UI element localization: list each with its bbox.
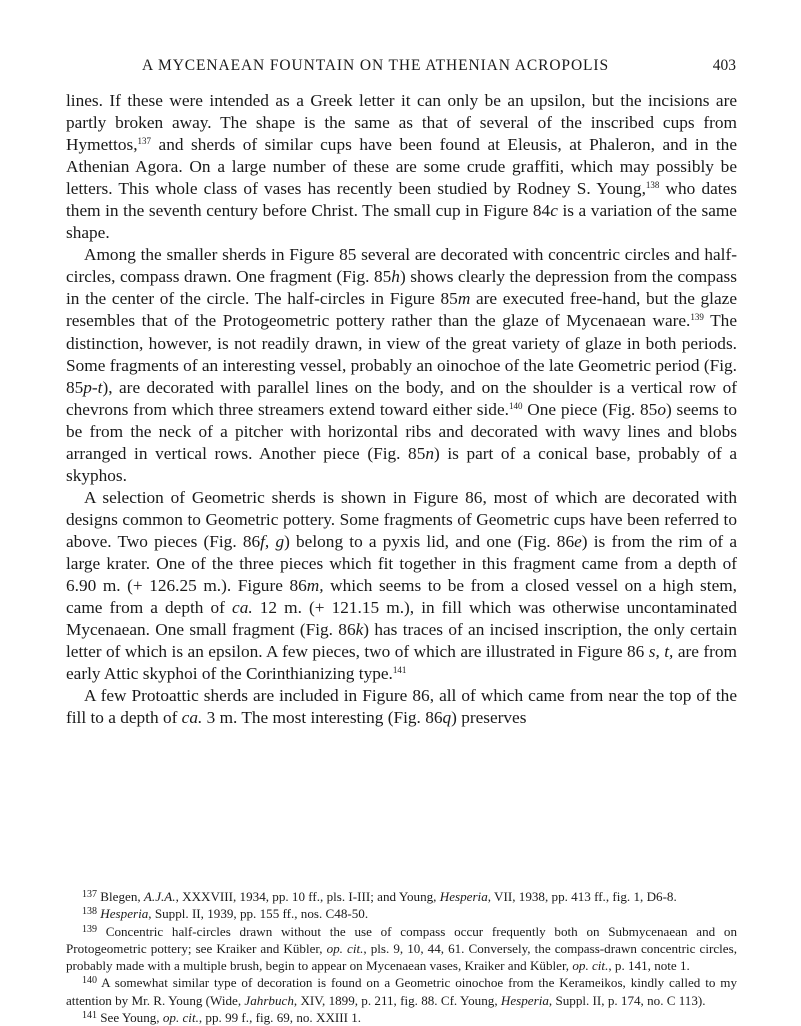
italic-run: h: [391, 267, 400, 287]
text-run: ) seems to be from the neck of a pitcher with horizontal ribs and decorated with wavy lines and blobs arranged in vertical rows. Another piece (Fig. 85: [66, 399, 737, 463]
text-run: , Suppl. II, p. 174, no. C 113).: [548, 992, 706, 1008]
footnote-ref-141: 141: [392, 665, 407, 676]
text-run: 3 m. The most interesting (Fig. 86: [202, 708, 443, 728]
italic-run: n: [425, 443, 434, 463]
text-run: ) has traces of an incised inscription, the only certain letter of which is an epsilon. A few pieces, two of which are illustrated in Figure 86: [66, 620, 737, 662]
footnote-138: [66, 905, 737, 922]
text-run: Concentric half-circles drawn without the use of compass occur frequently both on Submycenaean and on Protogeometric pottery; see Kraiker and Kübler,: [66, 923, 737, 956]
italic-run: ca.: [232, 598, 253, 618]
italic-run: k: [355, 620, 364, 640]
text-run: , XIV, 1899, p. 211, fig. 88. Cf. Young,: [293, 992, 501, 1008]
italic-run: s, t,: [648, 642, 674, 662]
text-run: ), are decorated with parallel lines on the body, and on the shoulder is a vertical row of chevrons from which three streamers extend toward either side.: [66, 377, 737, 419]
text-run: A selection of Geometric sherds is shown in Figure 86, most of which are decorated with designs common to Geometric pottery. Some fragments of Geometric cups have been referred to above. Two pieces (Fig. 86: [66, 487, 737, 551]
text-run: are executed free-hand, but the glaze resembles that of the Protogeometric pottery rather than the glaze of Mycenaean ware.: [66, 289, 737, 331]
footnote-ref-137: 137: [137, 136, 152, 147]
text-run: , p. 141, note 1.: [608, 958, 690, 974]
text-run: A somewhat similar type of decoration is found on a Geometric oinochoe from the Kerameikos, kindly called to my attention by Mr. R. Young (Wide,: [66, 975, 737, 1008]
text-run: ) shows clearly the depression from the compass in the center of the circle. The half-circles in Figure 85: [66, 267, 737, 309]
text-run: , VII, 1938, pp. 413 ff., fig. 1, D6-8.: [487, 889, 677, 904]
text-run: , pls. 9, 10, 44, 61. Conversely, the compass-drawn concentric circles, probably made with a multiple brush, begin to appear on Mycenaean vases, Kraiker and Kübler,: [66, 940, 737, 974]
text-run: 12 m. (+ 121.15 m.), in fill which was otherwise uncontaminated Mycenaean. One small fragment (Fig. 86: [66, 598, 737, 640]
text-run: ) belong to a pyxis lid, and one (Fig. 86: [284, 531, 575, 551]
italic-run: Hesperia: [439, 889, 488, 904]
text-run: See Young,: [97, 1010, 163, 1026]
footnote-ref-139: 139: [690, 312, 704, 323]
footnote-140: [66, 974, 737, 1009]
italic-run: op. cit.: [572, 958, 609, 974]
text-run: The distinction, however, is not readily drawn, in view of the great variety of glaze in both periods. Some fragments of an interesting vessel, probably an oinochoe of the late Geometric period (Fig. 85: [66, 311, 737, 397]
footnote-ref-140: 140: [508, 400, 523, 411]
italic-run: Hesperia: [500, 992, 549, 1008]
text-run: , XXXVIII, 1934, pp. 10 ff., pls. I-III; and Young,: [175, 889, 440, 904]
text-run: and sherds of similar cups have been found at Eleusis, at Phaleron, and in the Athenian Agora. On a large number of these are some crude graffiti, which may possibly be letters. This whole class of vases has recently been studied by Rodney S. Young,: [66, 135, 737, 199]
footnote-number: 138: [82, 906, 97, 918]
italic-run: Hesperia: [100, 906, 149, 922]
italic-run: ca.: [181, 708, 203, 728]
paragraph-3: [66, 487, 737, 685]
text-run: A few Protoattic sherds are included in Figure 86, all of which came from near the top of the fill to a depth of: [66, 686, 737, 728]
footnote-ref-138: 138: [645, 180, 660, 191]
footnote-number: 137: [82, 889, 97, 900]
text-run: ) is from the rim of a large krater. One of the three pieces which fit together in this fragment came from a depth of 6.90 m. (+ 126.25 m.). Figure 86: [66, 531, 737, 596]
paragraph-1: [66, 90, 737, 244]
italic-run: q: [442, 708, 452, 728]
italic-run: f, g: [260, 531, 285, 551]
text-run: One piece (Fig. 85: [522, 399, 658, 419]
footnote-number: 141: [82, 1010, 97, 1022]
page-number: 403: [712, 57, 736, 74]
running-header: [66, 57, 736, 79]
footnote-137: [66, 888, 737, 905]
footnotes: [66, 888, 737, 1026]
italic-run: op. cit.: [326, 940, 364, 956]
footnote-141: [66, 1009, 737, 1026]
italic-run: Jahrbuch: [244, 992, 294, 1008]
paragraph-4: [66, 685, 737, 729]
italic-run: c: [550, 201, 558, 221]
italic-run: A.J.A.: [143, 889, 176, 904]
text-run: are from early Attic skyphoi of the Corinthianizing type.: [66, 642, 737, 684]
text-run: Blegen,: [97, 889, 144, 904]
text-run: Among the smaller sherds in Figure 85 several are decorated with concentric circles and half-circles, compass drawn. One fragment (Fig. 85: [66, 245, 737, 287]
paragraph-2: [66, 244, 737, 487]
italic-run: p-t: [83, 377, 103, 397]
running-title: A MYCENAEAN FOUNTAIN ON THE ATHENIAN ACROPOLIS: [142, 57, 609, 74]
text-run: which seems to be from a closed vessel on a high stem, came from a depth of: [66, 576, 737, 618]
footnote-139: [66, 923, 737, 975]
text-run: who dates them in the seventh century before Christ. The small cup in Figure 84: [66, 179, 737, 221]
italic-run: m,: [306, 576, 324, 596]
italic-run: e: [574, 531, 582, 551]
footnote-number: 139: [82, 923, 97, 935]
body-text: [66, 90, 737, 729]
text-run: lines. If these were intended as a Greek letter it can only be an upsilon, but the incisions are partly broken away. The shape is the same as that of several of the inscribed cups from Hymettos,: [66, 91, 737, 155]
footnote-number: 140: [82, 975, 97, 987]
italic-run: o: [657, 399, 666, 419]
italic-run: op. cit.: [162, 1010, 199, 1026]
text-run: , Suppl. II, 1939, pp. 155 ff., nos. C48-50.: [148, 906, 369, 922]
text-run: ) is part of a conical base, probably of a skyphos.: [66, 443, 737, 485]
text-run: ) preserves: [451, 708, 527, 728]
text-run: is a variation of the same shape.: [66, 201, 737, 243]
text-run: , pp. 99 f., fig. 69, no. XXIII 1.: [198, 1010, 362, 1026]
italic-run: m: [457, 289, 471, 309]
